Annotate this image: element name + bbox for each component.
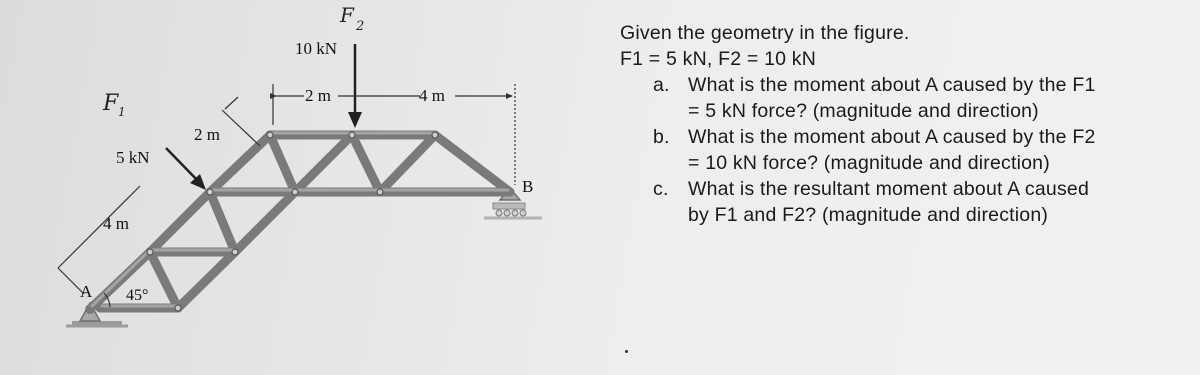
dimension-diag bbox=[222, 97, 260, 146]
angle-label: 45° bbox=[126, 287, 149, 304]
load-f2-hand-label: F bbox=[340, 3, 354, 27]
load-f1-hand-label: F bbox=[103, 91, 119, 116]
question-forces: F1 = 5 kN, F2 = 10 kN bbox=[620, 48, 817, 70]
item-text: What is the moment about A caused by the F2 = 10 kN force? (magnitude and direction) bbox=[688, 126, 1096, 174]
load-f1-arrow bbox=[166, 148, 206, 190]
item-marker: a. bbox=[653, 74, 670, 96]
item-marker: b. bbox=[653, 126, 670, 148]
load-f2-value: 10 kN bbox=[295, 39, 338, 58]
load-f2-arrow bbox=[348, 44, 362, 128]
point-b-label: B bbox=[522, 177, 534, 196]
truss-joints bbox=[147, 132, 438, 311]
item-text: What is the resultant moment about A caused by F1 and F2? (magnitude and direction) bbox=[688, 178, 1089, 226]
load-f1-value: 5 kN bbox=[116, 148, 150, 167]
truss-highlights bbox=[92, 133, 508, 306]
dim-4m-left: 4 m bbox=[103, 214, 129, 233]
list-item bbox=[620, 72, 1180, 124]
question-text bbox=[620, 20, 1180, 228]
item-text: What is the moment about A caused by the F1 = 5 kN force? (magnitude and direction) bbox=[688, 74, 1096, 122]
dim-4m-top: 4 m bbox=[419, 86, 445, 105]
point-a-label: A bbox=[80, 282, 93, 301]
dim-2m-diag: 2 m bbox=[194, 125, 220, 144]
stray-dot bbox=[625, 350, 628, 353]
truss-members bbox=[90, 135, 510, 309]
question-intro: Given the geometry in the figure. bbox=[620, 22, 910, 44]
truss-figure bbox=[0, 0, 560, 375]
list-item bbox=[620, 124, 1180, 176]
load-f2-hand-sub: 2 bbox=[356, 19, 365, 34]
item-marker: c. bbox=[653, 178, 669, 200]
load-f1-hand-sub: 1 bbox=[118, 105, 126, 119]
dim-2m-top: 2 m bbox=[305, 86, 331, 105]
list-item bbox=[620, 176, 1180, 228]
